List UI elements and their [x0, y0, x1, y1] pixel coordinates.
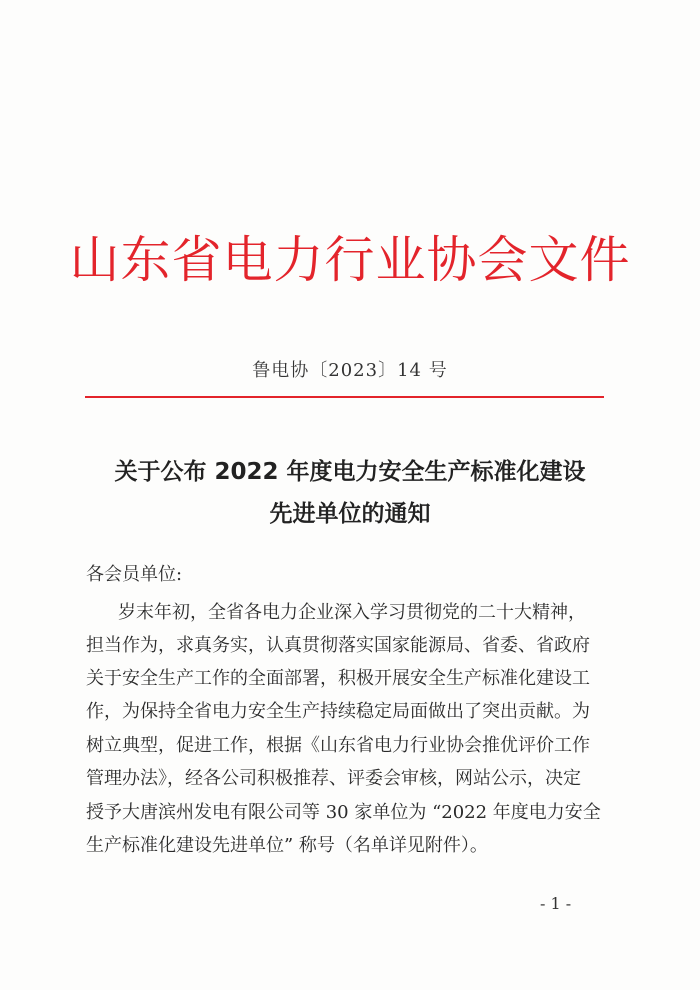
body-line-5: 树立典型，促进工作，根据《山东省电力行业协会推优评价工作 — [86, 735, 590, 756]
body-line-1: 岁末年初，全省各电力企业深入学习贯彻党的二十大精神， — [118, 602, 586, 623]
body-line-8: 生产标准化建设先进单位” 称号（名单详见附件）。 — [86, 835, 488, 856]
masthead-title: 山东省电力行业协会文件 — [69, 231, 631, 289]
body-line-6: 管理办法》，经各公司积极推荐、评委会审核，网站公示，决定 — [86, 768, 581, 789]
page-number: - 1 - — [540, 894, 572, 913]
notice-title — [60, 451, 640, 535]
document-number: 鲁电协〔2023〕14 号 — [252, 360, 448, 381]
body-line-2: 担当作为，求真务实，认真贯彻落实国家能源局、省委、省政府 — [86, 635, 590, 656]
notice-title-line-2: 先进单位的通知 — [269, 501, 431, 527]
body-line-4: 作，为保持全省电力安全生产持续稳定局面做出了突出贡献。为 — [86, 701, 590, 722]
body-line-3: 关于安全生产工作的全面部署，积极开展安全生产标准化建设工 — [86, 668, 590, 689]
body-line-7: 授予大唐滨州发电有限公司等 30 家单位为 “2022 年度电力安全 — [86, 802, 601, 823]
notice-title-line-1: 关于公布 2022 年度电力安全生产标准化建设 — [114, 459, 586, 485]
salutation: 各会员单位: — [86, 564, 183, 585]
red-divider-line — [85, 396, 604, 398]
